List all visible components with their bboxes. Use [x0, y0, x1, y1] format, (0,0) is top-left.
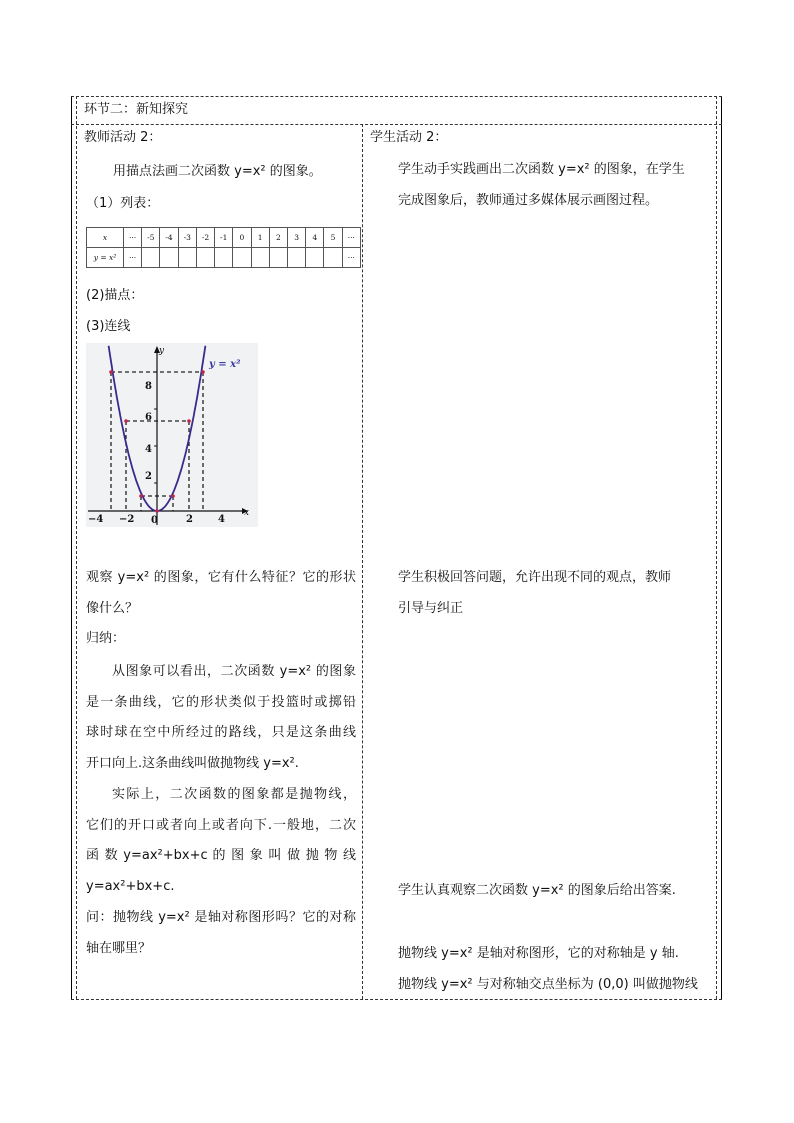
y-tick-label: 6 — [145, 412, 152, 423]
x-tick-label: 2 — [186, 514, 193, 525]
y-axis-label: y — [159, 346, 165, 356]
table-cell — [160, 248, 178, 268]
column-divider — [362, 124, 363, 999]
text-line: y=ax²+bx+c. — [86, 878, 175, 894]
plotted-point — [171, 494, 175, 498]
text-line: 完成图象后，教师通过多媒体展示画图过程。 — [398, 192, 659, 208]
text-line: 实际上，二次函数的图象都是抛物线， — [112, 787, 356, 802]
text-line: 观察 y=x² 的图象，它有什么特征？它的形状 — [86, 570, 356, 585]
summary-paragraph — [86, 657, 356, 779]
table-cell: 5 — [324, 228, 342, 248]
text-line: 抛物线 y=x² 是轴对称图形，它的对称轴是 y 轴. — [398, 946, 679, 961]
inner-right-border — [716, 96, 717, 999]
table-header-x: x — [87, 228, 124, 248]
student-activity-text — [398, 155, 703, 216]
inner-left-border — [76, 96, 77, 999]
table-cell: -2 — [196, 228, 214, 248]
x-tick-label: −4 — [88, 514, 104, 525]
table-cell: 2 — [269, 228, 287, 248]
table-row-x — [87, 228, 361, 248]
x-tick-label: 4 — [218, 514, 225, 525]
table-cell — [251, 248, 269, 268]
plotted-point — [201, 370, 205, 374]
teacher-activity-header: 教师活动 2： — [84, 130, 162, 145]
text-line: 问：抛物线 y=x² 是轴对称图形吗？它的对称 — [86, 910, 356, 925]
curve-label: y = x² — [209, 359, 241, 370]
text-line: 从图象可以看出，二次函数 y=x² 的图象 — [112, 664, 356, 679]
step-plot-points: (2)描点： — [86, 288, 144, 303]
text-line: 是一条曲线，它的形状类似于投篮时或掷铅 — [86, 694, 356, 710]
y-tick-label: 2 — [145, 471, 152, 482]
student-conclusion-text — [398, 939, 708, 1000]
teacher-intro: 用描点法画二次函数 y=x² 的图象。 — [113, 164, 322, 179]
table-cell: -5 — [142, 228, 160, 248]
symmetry-question — [86, 903, 356, 964]
table-cell — [287, 248, 305, 268]
student-answer-text — [398, 563, 703, 624]
step-list-table: （1）列表： — [86, 196, 160, 211]
table-cell: ··· — [342, 248, 360, 268]
text-line: 学生积极回答问题，允许出现不同的观点，教师 — [398, 570, 672, 585]
fact-paragraph — [86, 780, 356, 902]
table-cell: 1 — [251, 228, 269, 248]
table-cell: -1 — [215, 228, 233, 248]
y-tick-label: 8 — [145, 381, 152, 392]
table-cell: ··· — [342, 228, 360, 248]
text-line: 函 数 y=ax²+bx+c 的 图 象 叫 做 抛 物 线 — [86, 848, 356, 864]
table-header-y: y = x² — [87, 248, 124, 268]
plotted-point — [124, 419, 128, 423]
table-cell — [215, 248, 233, 268]
table-cell — [142, 248, 160, 268]
plotted-point — [139, 494, 143, 498]
summary-label: 归纳： — [86, 631, 126, 646]
x-tick-label: −2 — [119, 514, 135, 525]
parabola-graph — [86, 343, 258, 527]
student-activity-header: 学生活动 2： — [370, 130, 448, 145]
header-divider — [71, 124, 722, 125]
table-right-border — [721, 96, 722, 1000]
y-tick-label: 4 — [145, 444, 152, 455]
text-line: 引导与纠正 — [398, 600, 464, 616]
table-cell — [324, 248, 342, 268]
table-top-border — [71, 96, 722, 97]
text-line: 球时球在空中所经过的路线，只是这条曲线 — [86, 725, 356, 741]
table-cell: 3 — [287, 228, 305, 248]
table-cell: ··· — [124, 248, 142, 268]
x-tick-label: 0 — [151, 515, 158, 526]
text-line: 学生动手实践画出二次函数 y=x² 的图象，在学生 — [398, 162, 685, 177]
plotted-point — [109, 370, 113, 374]
table-row-y — [87, 248, 361, 268]
plotted-point — [187, 419, 191, 423]
text-line: 抛物线 y=x² 与对称轴交点坐标为 (0,0) 叫做抛物线 — [398, 976, 698, 992]
section-title: 环节二：新知探究 — [84, 102, 189, 117]
value-table — [86, 227, 361, 268]
table-cell — [233, 248, 251, 268]
text-line: 轴在哪里？ — [86, 940, 152, 956]
text-line: 开口向上.这条曲线叫做抛物线 y=x². — [86, 755, 299, 771]
table-cell — [196, 248, 214, 268]
step-connect-line: (3)连线 — [86, 319, 131, 334]
plotted-point — [155, 509, 159, 513]
table-cell: -4 — [160, 228, 178, 248]
text-line: 像什么？ — [86, 600, 139, 616]
observation-question — [86, 563, 356, 624]
table-cell: 0 — [233, 228, 251, 248]
table-cell: 4 — [306, 228, 324, 248]
student-observe-text: 学生认真观察二次函数 y=x² 的图象后给出答案. — [398, 883, 676, 898]
table-left-border — [71, 96, 72, 1000]
text-line: 它们的开口或者向上或者向下.一般地，二次 — [86, 817, 356, 833]
table-cell — [306, 248, 324, 268]
table-cell: ··· — [124, 228, 142, 248]
table-cell: -3 — [178, 228, 196, 248]
table-cell — [269, 248, 287, 268]
table-cell — [178, 248, 196, 268]
x-axis-label: x — [244, 508, 250, 518]
